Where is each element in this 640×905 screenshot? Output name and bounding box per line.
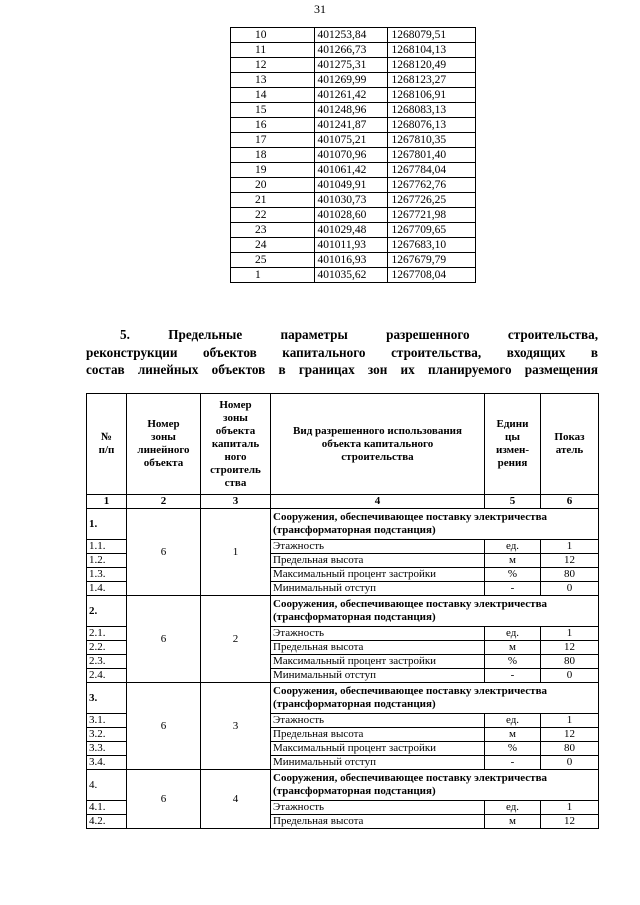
y-coordinate-cell: 1268076,13 [388, 118, 476, 133]
x-coordinate-cell: 401275,31 [314, 58, 388, 73]
parameter-value: 1 [541, 801, 599, 815]
x-coordinate-cell: 401248,96 [314, 103, 388, 118]
y-coordinate-cell: 1268079,51 [388, 28, 476, 43]
parameter-number: 1.1. [87, 540, 127, 554]
parameter-unit: м [485, 728, 541, 742]
parameter-name: Предельная высота [271, 554, 485, 568]
parameter-name: Минимальный отступ [271, 582, 485, 596]
x-coordinate-cell: 401061,42 [314, 163, 388, 178]
point-number-cell: 21 [231, 193, 315, 208]
y-coordinate-cell: 1267721,98 [388, 208, 476, 223]
parameter-unit: % [485, 742, 541, 756]
parameter-name: Минимальный отступ [271, 669, 485, 683]
y-coordinate-cell: 1267726,25 [388, 193, 476, 208]
parameter-value: 12 [541, 728, 599, 742]
parameter-value: 1 [541, 540, 599, 554]
parameter-unit: - [485, 669, 541, 683]
point-number-cell: 10 [231, 28, 315, 43]
section-title: Сооружения, обеспечивающее поставку электричества (трансформаторная подстанция) [271, 509, 599, 540]
table-row [231, 133, 476, 148]
parameter-value: 80 [541, 742, 599, 756]
parameter-value: 12 [541, 641, 599, 655]
x-coordinate-cell: 401011,93 [314, 238, 388, 253]
y-coordinate-cell: 1267784,04 [388, 163, 476, 178]
parameter-unit: м [485, 554, 541, 568]
table-row [231, 208, 476, 223]
y-coordinate-cell: 1268083,13 [388, 103, 476, 118]
parameter-value: 80 [541, 568, 599, 582]
y-coordinate-cell: 1268104,13 [388, 43, 476, 58]
x-coordinate-cell: 401266,73 [314, 43, 388, 58]
parameter-value: 0 [541, 756, 599, 770]
column-number: 6 [541, 495, 599, 509]
x-coordinate-cell: 401016,93 [314, 253, 388, 268]
parameter-number: 2.3. [87, 655, 127, 669]
section-row [87, 509, 599, 540]
parameter-value: 1 [541, 627, 599, 641]
header-linear-zone: Номер зоны линейного объекта [127, 394, 201, 495]
table-row [231, 118, 476, 133]
table-header-row [87, 394, 599, 495]
heading-line: 5. Предельные параметры разрешенного строительства, [120, 327, 598, 342]
capital-zone-number: 2 [201, 596, 271, 683]
column-number-row [87, 495, 599, 509]
x-coordinate-cell: 401035,62 [314, 268, 388, 283]
x-coordinate-cell: 401241,87 [314, 118, 388, 133]
x-coordinate-cell: 401049,91 [314, 178, 388, 193]
header-number: № п/п [87, 394, 127, 495]
point-number-cell: 12 [231, 58, 315, 73]
section-heading [86, 326, 598, 379]
parameter-unit: - [485, 756, 541, 770]
capital-zone-number: 1 [201, 509, 271, 596]
linear-zone-number: 6 [127, 509, 201, 596]
linear-zone-number: 6 [127, 770, 201, 829]
y-coordinate-cell: 1268120,49 [388, 58, 476, 73]
heading-line: состав линейных объектов в границах зон их планируемого размещения [86, 362, 598, 377]
x-coordinate-cell: 401253,84 [314, 28, 388, 43]
table-row [231, 253, 476, 268]
parameters-table [86, 393, 599, 829]
parameter-name: Этажность [271, 627, 485, 641]
parameter-number: 2.2. [87, 641, 127, 655]
y-coordinate-cell: 1267762,76 [388, 178, 476, 193]
parameter-value: 12 [541, 554, 599, 568]
header-value: Показ атель [541, 394, 599, 495]
parameter-number: 1.3. [87, 568, 127, 582]
point-number-cell: 22 [231, 208, 315, 223]
parameter-number: 4.2. [87, 815, 127, 829]
table-row [231, 88, 476, 103]
coordinates-table [230, 27, 476, 283]
point-number-cell: 11 [231, 43, 315, 58]
point-number-cell: 20 [231, 178, 315, 193]
parameter-name: Максимальный процент застройки [271, 568, 485, 582]
table-row [231, 268, 476, 283]
parameter-value: 0 [541, 582, 599, 596]
parameter-unit: ед. [485, 801, 541, 815]
x-coordinate-cell: 401029,48 [314, 223, 388, 238]
column-number: 2 [127, 495, 201, 509]
section-number: 2. [87, 596, 127, 627]
parameter-value: 1 [541, 714, 599, 728]
point-number-cell: 14 [231, 88, 315, 103]
linear-zone-number: 6 [127, 683, 201, 770]
point-number-cell: 17 [231, 133, 315, 148]
capital-zone-number: 4 [201, 770, 271, 829]
column-number: 4 [271, 495, 485, 509]
coordinates-table-body [231, 28, 476, 283]
table-row [231, 178, 476, 193]
parameter-name: Предельная высота [271, 815, 485, 829]
linear-zone-number: 6 [127, 596, 201, 683]
column-number: 3 [201, 495, 271, 509]
section-row [87, 770, 599, 801]
table-row [231, 43, 476, 58]
y-coordinate-cell: 1267810,35 [388, 133, 476, 148]
parameter-unit: м [485, 641, 541, 655]
heading-line: реконструкции объектов капитального строительства, входящих в [86, 344, 598, 360]
column-number: 5 [485, 495, 541, 509]
parameter-unit: ед. [485, 627, 541, 641]
point-number-cell: 16 [231, 118, 315, 133]
parameter-number: 3.2. [87, 728, 127, 742]
y-coordinate-cell: 1268123,27 [388, 73, 476, 88]
section-number: 4. [87, 770, 127, 801]
point-number-cell: 13 [231, 73, 315, 88]
section-number: 3. [87, 683, 127, 714]
point-number-cell: 18 [231, 148, 315, 163]
point-number-cell: 25 [231, 253, 315, 268]
x-coordinate-cell: 401075,21 [314, 133, 388, 148]
point-number-cell: 19 [231, 163, 315, 178]
table-row [231, 58, 476, 73]
table-row [231, 238, 476, 253]
section-row [87, 683, 599, 714]
x-coordinate-cell: 401269,99 [314, 73, 388, 88]
parameter-unit: % [485, 655, 541, 669]
parameter-value: 0 [541, 669, 599, 683]
table-row [231, 28, 476, 43]
parameter-value: 80 [541, 655, 599, 669]
x-coordinate-cell: 401070,96 [314, 148, 388, 163]
parameter-number: 3.1. [87, 714, 127, 728]
parameter-number: 2.4. [87, 669, 127, 683]
point-number-cell: 15 [231, 103, 315, 118]
parameter-unit: ед. [485, 540, 541, 554]
point-number-cell: 23 [231, 223, 315, 238]
header-unit: Едини цы измен- рения [485, 394, 541, 495]
parameter-number: 1.2. [87, 554, 127, 568]
section-row [87, 596, 599, 627]
parameter-name: Предельная высота [271, 641, 485, 655]
y-coordinate-cell: 1267708,04 [388, 268, 476, 283]
table-row [231, 163, 476, 178]
capital-zone-number: 3 [201, 683, 271, 770]
y-coordinate-cell: 1268106,91 [388, 88, 476, 103]
y-coordinate-cell: 1267709,65 [388, 223, 476, 238]
x-coordinate-cell: 401030,73 [314, 193, 388, 208]
section-number: 1. [87, 509, 127, 540]
parameter-unit: м [485, 815, 541, 829]
header-usage-type: Вид разрешенного использования объекта капитального строительства [271, 394, 485, 495]
parameter-unit: ед. [485, 714, 541, 728]
point-number-cell: 24 [231, 238, 315, 253]
parameter-unit: % [485, 568, 541, 582]
table-row [231, 223, 476, 238]
point-number-cell: 1 [231, 268, 315, 283]
section-title: Сооружения, обеспечивающее поставку электричества (трансформаторная подстанция) [271, 770, 599, 801]
parameter-name: Максимальный процент застройки [271, 742, 485, 756]
parameter-number: 3.4. [87, 756, 127, 770]
parameter-number: 3.3. [87, 742, 127, 756]
parameter-value: 12 [541, 815, 599, 829]
parameter-number: 1.4. [87, 582, 127, 596]
y-coordinate-cell: 1267679,79 [388, 253, 476, 268]
y-coordinate-cell: 1267801,40 [388, 148, 476, 163]
column-number: 1 [87, 495, 127, 509]
section-title: Сооружения, обеспечивающее поставку электричества (трансформаторная подстанция) [271, 596, 599, 627]
x-coordinate-cell: 401261,42 [314, 88, 388, 103]
parameter-number: 4.1. [87, 801, 127, 815]
parameters-table-body [87, 509, 599, 829]
parameter-name: Максимальный процент застройки [271, 655, 485, 669]
table-row [231, 148, 476, 163]
parameter-unit: - [485, 582, 541, 596]
table-row [231, 103, 476, 118]
table-row [231, 193, 476, 208]
parameter-name: Этажность [271, 540, 485, 554]
parameter-number: 2.1. [87, 627, 127, 641]
page-number: 31 [314, 2, 326, 16]
parameter-name: Минимальный отступ [271, 756, 485, 770]
x-coordinate-cell: 401028,60 [314, 208, 388, 223]
parameter-name: Этажность [271, 714, 485, 728]
section-title: Сооружения, обеспечивающее поставку электричества (трансформаторная подстанция) [271, 683, 599, 714]
header-capital-zone: Номер зоны объекта капиталь ного строитель ства [201, 394, 271, 495]
y-coordinate-cell: 1267683,10 [388, 238, 476, 253]
parameter-name: Предельная высота [271, 728, 485, 742]
parameter-name: Этажность [271, 801, 485, 815]
table-row [231, 73, 476, 88]
